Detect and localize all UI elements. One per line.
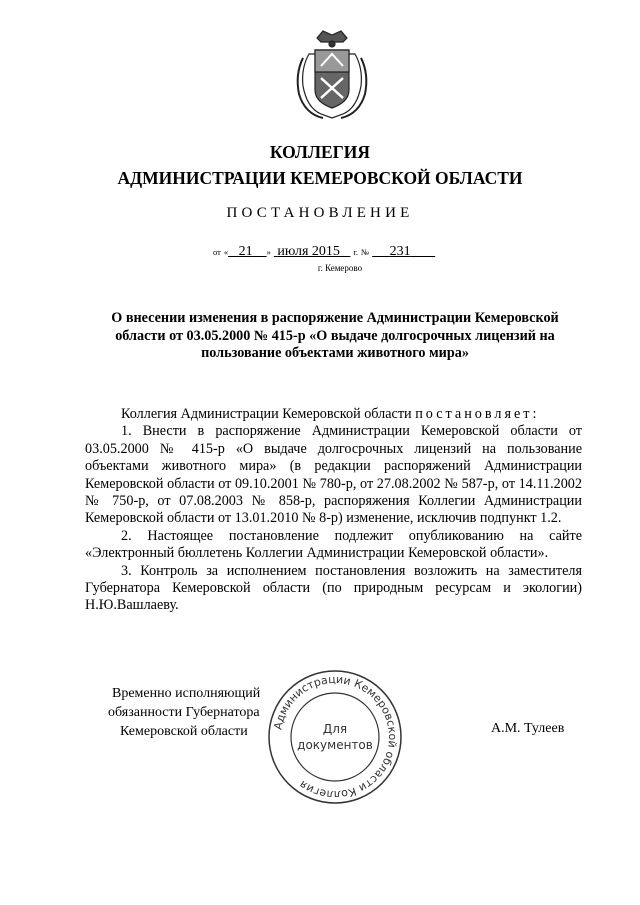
document-type: ПОСТАНОВЛЕНИЕ bbox=[226, 205, 414, 221]
signature-line3: Кемеровской области bbox=[120, 724, 248, 739]
date-number-line bbox=[213, 244, 435, 260]
document-body bbox=[85, 406, 582, 615]
signature-line2: обязанности Губернатора bbox=[108, 705, 260, 720]
item-3: 3. Контроль за исполнением постановления возложить на заместителя Губернатора Кемеровской области (по природным ресурсам и экологии) Н.Ю.Вашлаеву. bbox=[85, 562, 582, 614]
quote-close: » bbox=[266, 247, 271, 257]
date-month-year: июля 2015 bbox=[277, 244, 340, 259]
signer-name: А.М. Тулеев bbox=[491, 721, 565, 736]
document-number: 231 bbox=[389, 244, 411, 259]
stamp-ring-text: Администрации Кемеровской области Коллегия bbox=[271, 672, 400, 802]
quote-open: « bbox=[223, 247, 229, 257]
organization-name-line1: КОЛЛЕГИЯ bbox=[269, 142, 371, 162]
organization-name-line2: АДМИНИСТРАЦИИ КЕМЕРОВСКОЙ ОБЛАСТИ bbox=[117, 168, 523, 188]
coat-of-arms-icon bbox=[293, 28, 371, 122]
item-2: 2. Настоящее постановление подлежит опубликованию на сайте «Электронный бюллетень Коллегии Администрации Кемеровской области». bbox=[85, 527, 582, 562]
date-day: 21 bbox=[238, 244, 253, 259]
signature-block bbox=[108, 684, 261, 741]
document-title: О внесении изменения в распоряжение Администрации Кемеровской области от 03.05.2000 № 415-р «О выдаче долгосрочных лицензий на пользование объектами животного мира» bbox=[111, 310, 559, 361]
stamp-center-line1: Для bbox=[322, 722, 348, 736]
signature-line1: Временно исполняющий bbox=[112, 686, 261, 701]
year-suffix: г. bbox=[353, 247, 359, 257]
item-1: 1. Внести в распоряжение Администрации Кемеровской области от 03.05.2000 № 415-р «О выдаче долгосрочных лицензий на пользование объектами животного мира» (в редакции распоряжений Администрации Кемеровской области от 09.10.2001 № 780-р, от 27.08.2002 № 587-р, от 14.11.2002 № 750-р, от 07.08.2003 № 858-р, распоряжения Коллегии Администрации Кемеровской области от 13.01.2010 № 8-р) изменение, исключив подпункт 1.2. bbox=[85, 423, 582, 527]
city: г. Кемерово bbox=[317, 263, 363, 273]
number-label: № bbox=[361, 247, 370, 257]
from-label: от bbox=[213, 247, 221, 257]
stamp-center-line2: документов bbox=[297, 738, 373, 752]
intro-paragraph: Коллегия Администрации Кемеровской области постановляет: bbox=[121, 406, 540, 422]
official-stamp bbox=[265, 667, 405, 807]
